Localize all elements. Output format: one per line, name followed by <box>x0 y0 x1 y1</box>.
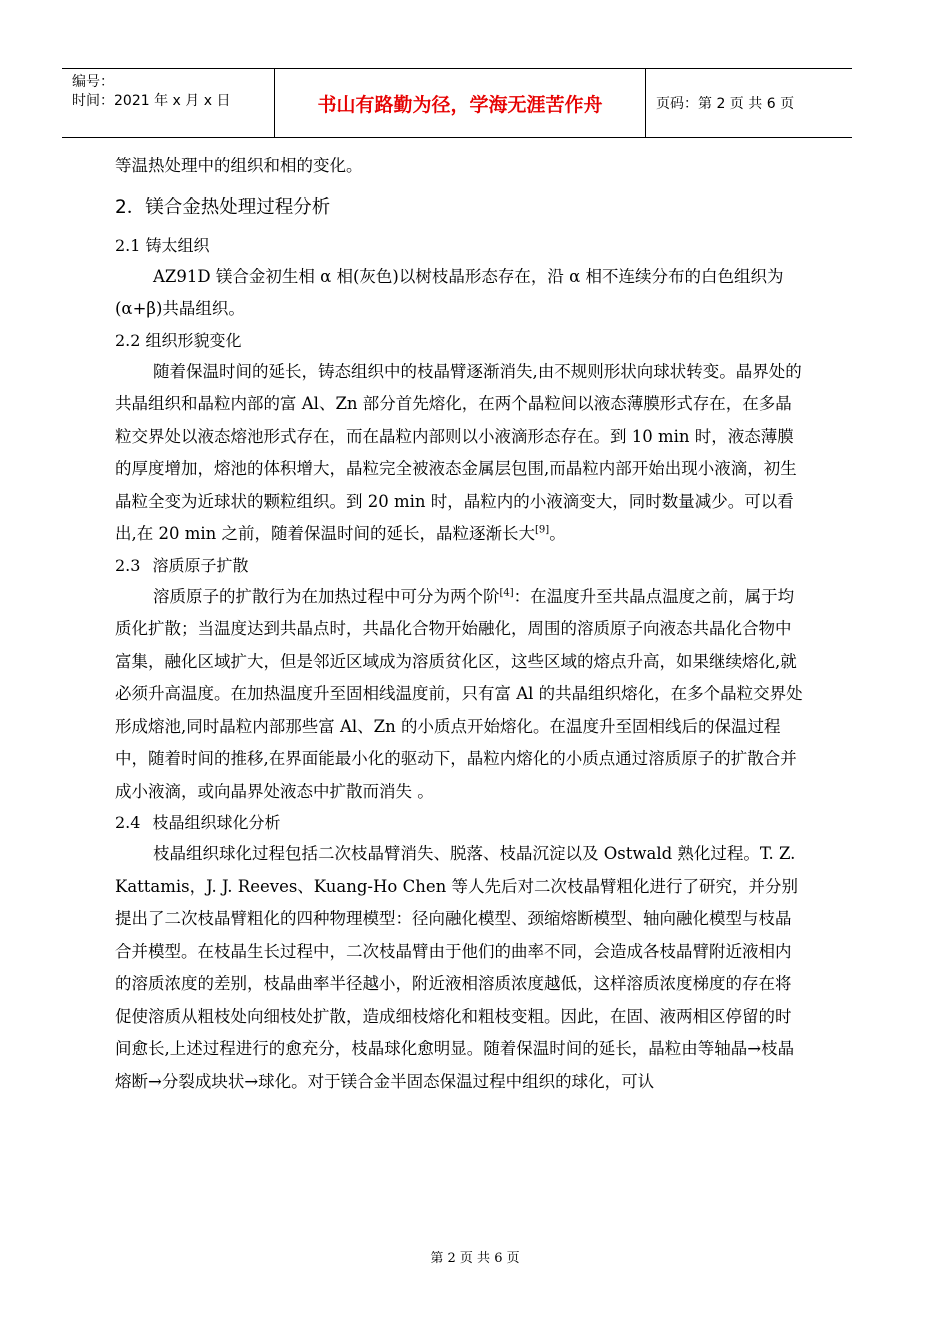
citation-9: [9] <box>535 524 550 536</box>
s23-rest: ：在温度升至共晶点温度之前，属于均质化扩散；当温度达到共晶点时，共晶化合物开始融化，周围的溶质原子向液态共晶化合物中富集，融化区域扩大，但是邻近区域成为溶质贫化区，这些区域的熔点升高，如果继续熔化,就必须升高温度。在加热温度升至固相线温度前，只有富 Al 的共晶组织熔化，在多个晶粒交界处形成熔池,同时晶粒内部那些富 Al、Zn 的小质点开始熔化。在温度升至固相线后的保温过程中，随着时间的推移,在界面能最小化的驱动下，晶粒内熔化的小质点通过溶质原子的扩散合并成小液滴，或向晶界处液态中扩散而消失 。 <box>115 586 803 801</box>
section-2-1-paragraph: AZ91D 镁合金初生相 α 相(灰色)以树枝晶形态存在，沿 α 相不连续分布的白色组织为(α+β)共晶组织。 <box>115 266 784 318</box>
header-time: 时间：2021 年 x 月 x 日 <box>72 93 231 109</box>
s23-num: 2.3 <box>115 555 141 575</box>
section-2-4-title <box>115 808 805 838</box>
s23-title-text: 溶质原子扩散 <box>152 555 249 575</box>
section-2-title: 2．镁合金热处理过程分析 <box>115 196 331 218</box>
header-page-label: 页码：第 2 页 共 6 页 <box>656 96 795 112</box>
section-2-4-paragraph: 枝晶组织球化过程包括二次枝晶臂消失、脱落、枝晶沉淀以及 Ostwald 熟化过程。T. Z. Kattamis，J. J. Reeves、Kuang-Ho Chen 等人先后对二次枝晶臂粗化进行了研究，并分别提出了二次枝晶臂粗化的四种物理模型：径向融化模型、颈缩熔断模型、轴向融化模型与枝晶合并模型。在枝晶生长过程中，二次枝晶臂由于他们的曲率不同，会造成各枝晶臂附近液相内的溶质浓度的差别，枝晶曲率半径越小，附近液相溶质浓度越低，这样溶质浓度梯度的存在将促使溶质从粗枝处向细枝处扩散，造成细枝熔化和粗枝变粗。因此，在固、液两相区停留的时间愈长,上述过程进行的愈充分，枝晶球化愈明显。随着保温时间的延长，晶粒由等轴晶→枝晶熔断→分裂成块状→球化。对于镁合金半固态保温过程中组织的球化，可认 <box>115 844 798 1091</box>
citation-4: [4] <box>499 587 514 598</box>
s22-end: 。 <box>549 524 566 543</box>
s22-text: 随着保温时间的延长，铸态组织中的枝晶臂逐渐消失,由不规则形状向球状转变。晶界处的共晶组织和晶粒内部的富 Al、Zn 部分首先熔化，在两个晶粒间以液态薄膜形式存在，在多晶粒交界处以液态熔池形式存在，而在晶粒内部则以小液滴形态存在。到 10 min 时，液态薄膜的厚度增加，熔池的体积增大，晶粒完全被液态金属层包围,而晶粒内部开始出现小液滴，初生晶粒全变为近球状的颗粒组织。到 20 min 时，晶粒内的小液滴变大，同时数量减少。可以看出,在 20 min 之前，随着保温时间的延长，晶粒逐渐长大 <box>115 361 802 543</box>
section-2-3-paragraph <box>115 581 805 809</box>
intro-tail: 等温热处理中的组织和相的变化。 <box>115 156 363 175</box>
header-meta <box>62 69 275 137</box>
s23-start: 溶质原子的扩散行为在加热过程中可分为两个阶 <box>153 586 500 606</box>
section-2-3-title <box>115 551 805 581</box>
s24-num: 2.4 <box>115 813 141 832</box>
section-2-1-title: 2.1 铸太组织 <box>115 235 210 255</box>
section-2-2-title: 2.2 组织形貌变化 <box>115 330 242 350</box>
document-body <box>115 150 805 1098</box>
page-header <box>62 68 852 138</box>
page-footer: 第 2 页 共 6 页 <box>430 1251 520 1266</box>
header-motto: 书山有路勤为径，学海无涯苦作舟 <box>275 69 646 137</box>
s24-title-text: 枝晶组织球化分析 <box>152 813 281 832</box>
section-2-2-paragraph <box>115 356 805 551</box>
header-code: 编号： <box>72 74 114 90</box>
